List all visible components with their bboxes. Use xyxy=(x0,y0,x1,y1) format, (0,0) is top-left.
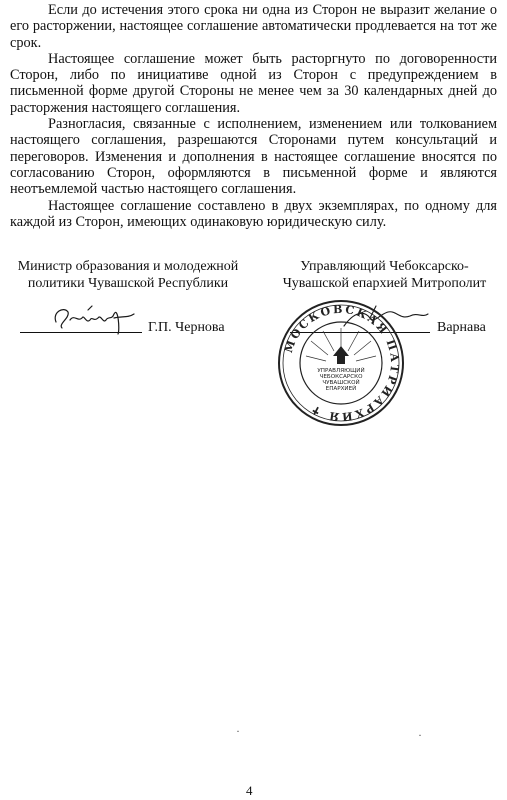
right-signatory-title xyxy=(262,258,507,292)
stamp-inner-line2: ЧЕБОКСАРСКО xyxy=(319,374,363,380)
left-handwritten-signature xyxy=(48,300,148,340)
page-number: 4 xyxy=(246,783,253,798)
agreement-body xyxy=(10,2,497,230)
left-signatory-title xyxy=(6,258,250,292)
right-title-line1: Управляющий Чебоксарско- xyxy=(300,259,469,274)
church-seal-stamp xyxy=(276,298,406,428)
stamp-inner-line1: УПРАВЛЯЮЩИЙ xyxy=(317,368,365,374)
stamp-inner-line4: ЕПАРХИЕЙ xyxy=(325,386,357,392)
paragraph-termination: Настоящее соглашение может быть расторгнуто по договоренности Сторон, либо по инициативе одной из Сторон с предупреждением в письменной форме другой Стороны не менее чем за 30 календарных дней до расторжения настоящего соглашения. xyxy=(10,50,497,116)
left-title-line2: политики Чувашской Республики xyxy=(27,276,229,291)
left-title-line1: Министр образования и молодежной xyxy=(17,259,239,274)
scan-speck: · xyxy=(418,728,422,742)
right-title-line2: Чувашской епархией Митрополит xyxy=(282,276,487,291)
paragraph-copies: Настоящее соглашение составлено в двух экземплярах, по одному для каждой из Сторон, имеющих одинаковую юридическую силу. xyxy=(10,197,497,230)
svg-text:МОСКОВСКАЯ ПАТРИАРХИЯ ✝: МОСКОВСКАЯ ПАТРИАРХИЯ ✝ xyxy=(281,302,402,424)
paragraph-renewal: Если до истечения этого срока ни одна из Сторон не выразит желание о его расторжении, настоящее соглашение автоматически продлевается на тот же срок. xyxy=(10,2,497,51)
left-signatory-name: Г.П. Чернова xyxy=(148,320,225,335)
scan-speck: · xyxy=(236,724,240,738)
paragraph-disputes: Разногласия, связанные с исполнением, изменением или толкованием настоящего соглашения, разрешаются Сторонами путем консультаций и переговоров. Изменения и дополнения в настоящее соглашение вносятся по согласованию Сторон, оформляются в письменной форме и являются неотъемлемой частью настоящего соглашения. xyxy=(10,116,497,198)
right-signatory-name: Варнава xyxy=(437,320,486,335)
stamp-inner-line3: ЧУВАШСКОЙ xyxy=(322,380,360,386)
